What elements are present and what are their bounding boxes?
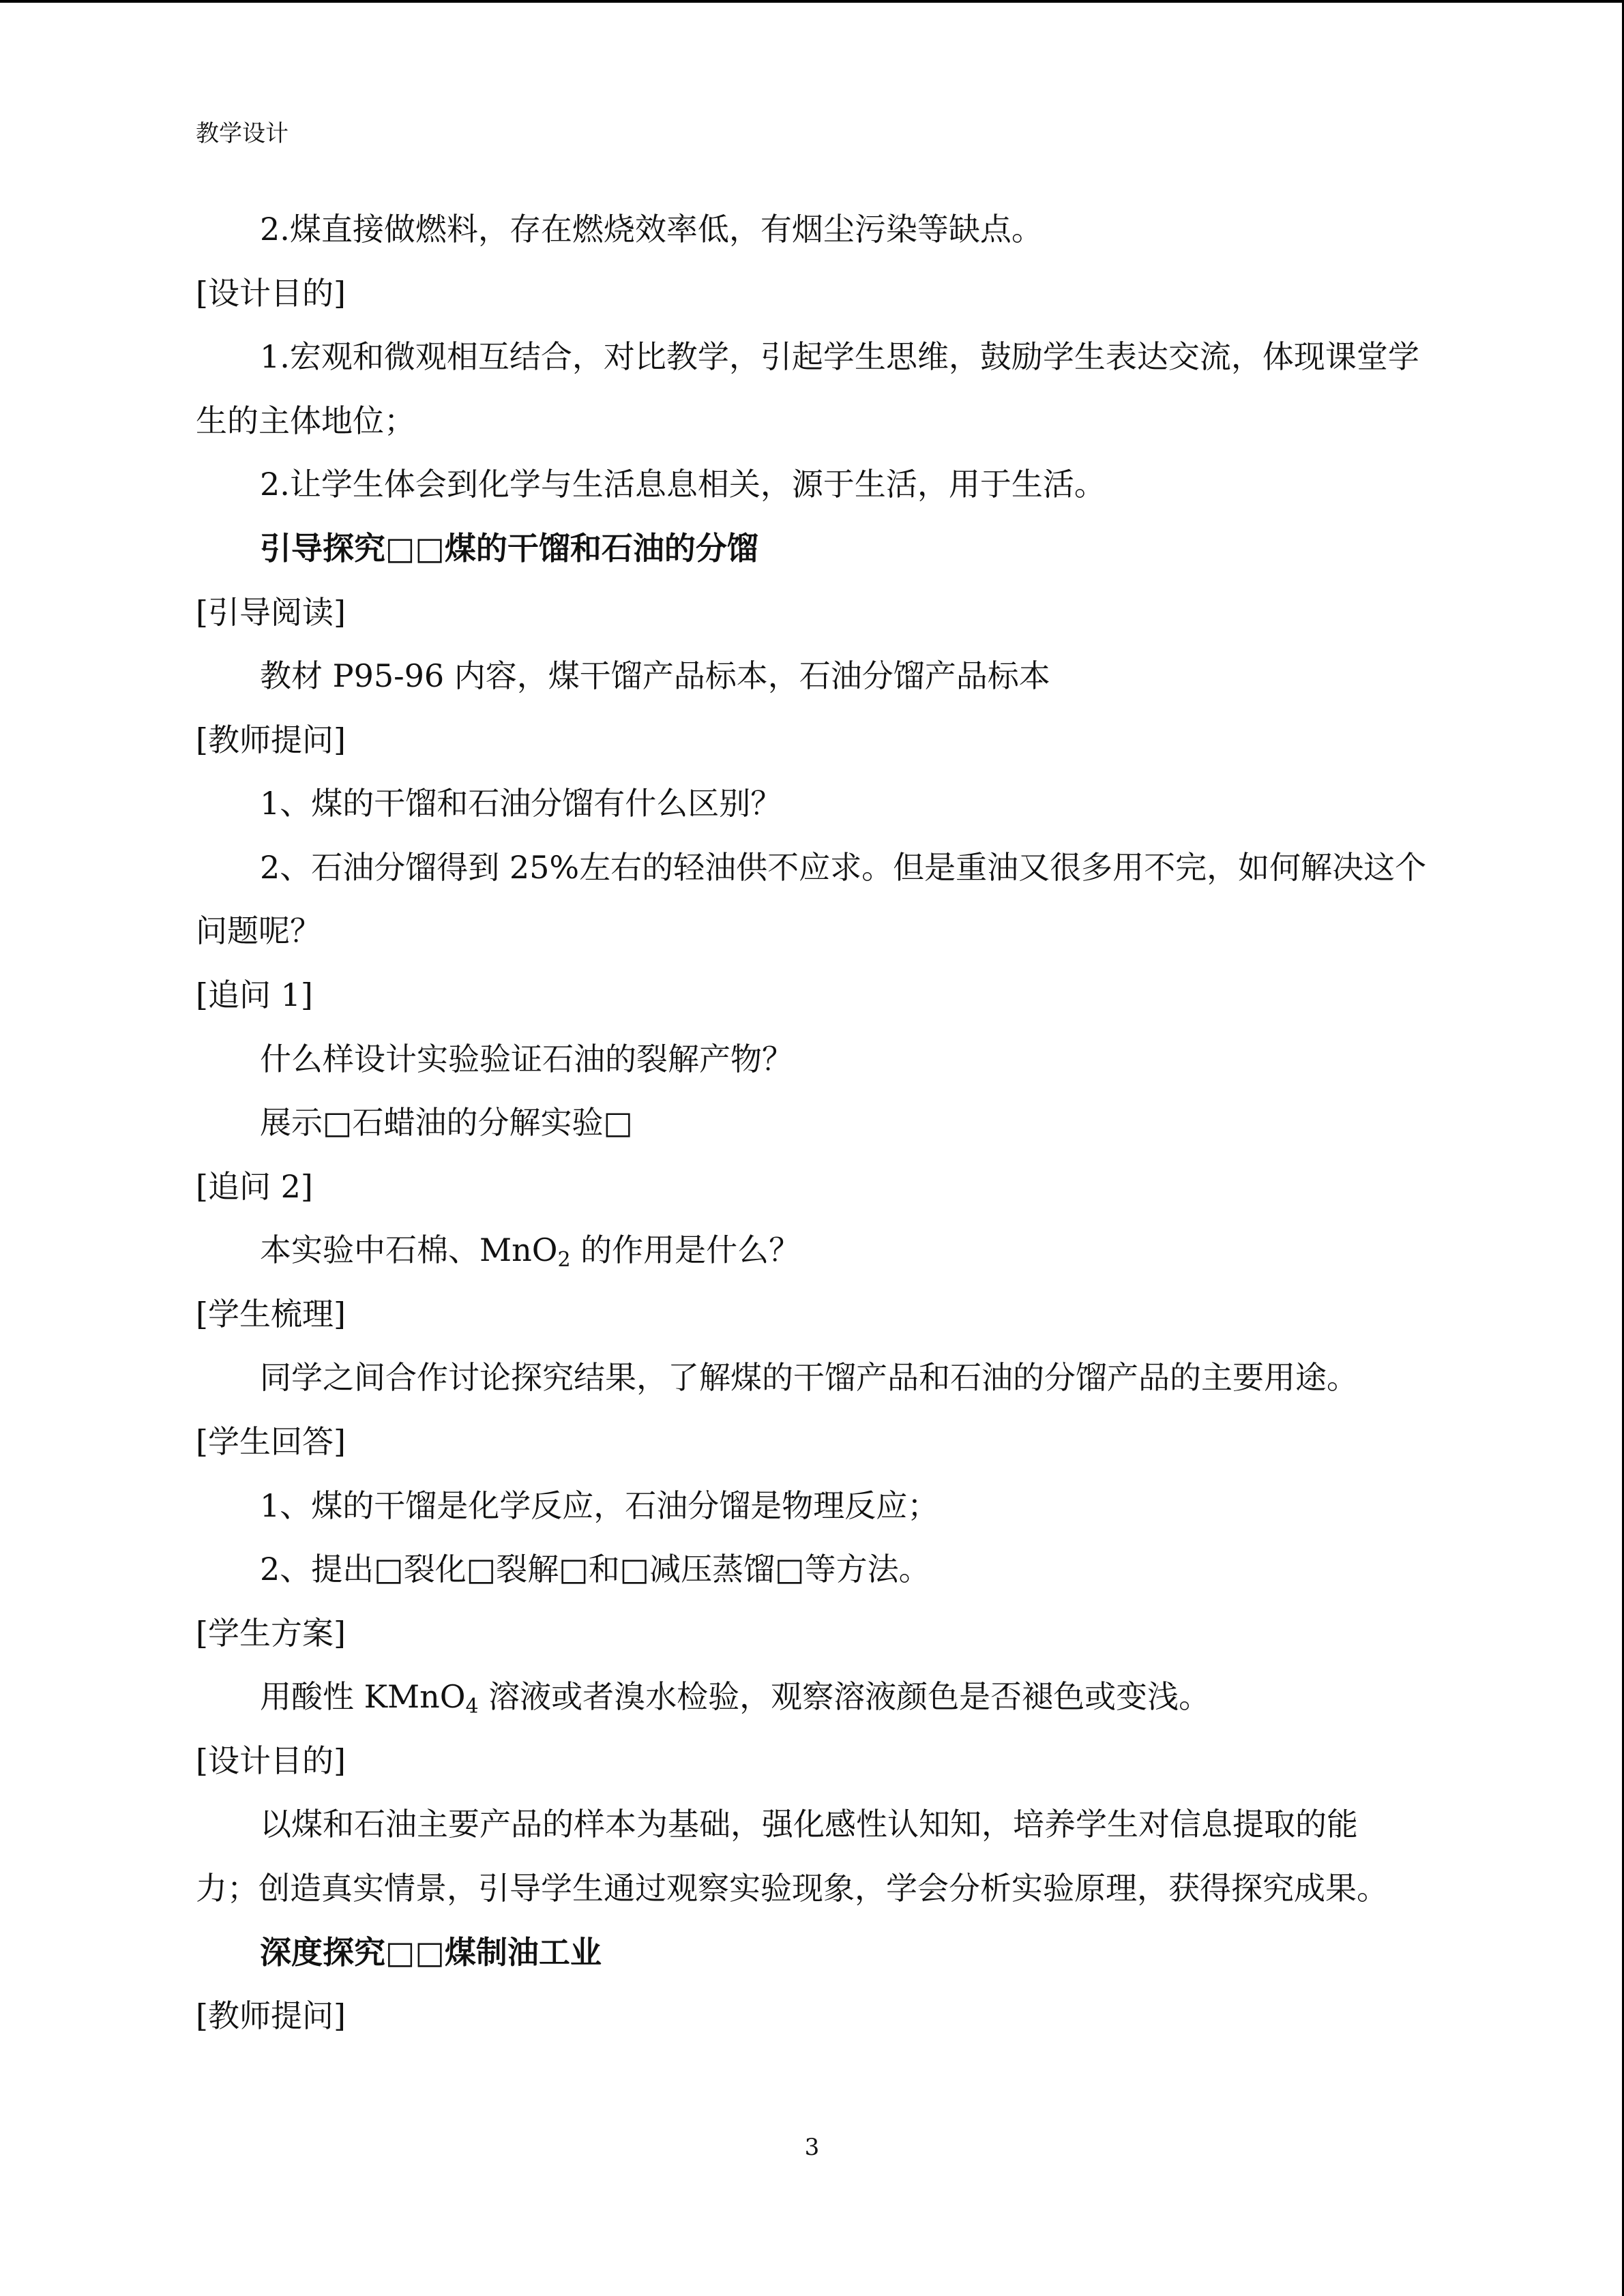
label-teacher-question-2: [教师提问]	[196, 1997, 346, 2034]
label-guided-reading: [引导阅读]	[196, 594, 346, 631]
follow-up-2-question	[260, 1228, 800, 1282]
follow-up-2-text-end: 的作用是什么？	[570, 1232, 801, 1268]
student-plan-text-start: 用酸性 KMnO	[260, 1678, 466, 1715]
label-follow-up-1: [追问 1]	[196, 976, 313, 1013]
answer-2: 2、提出□裂化□裂解□和□减压蒸馏□等方法。	[260, 1551, 930, 1587]
subscript-2: 2	[557, 1248, 571, 1272]
follow-up-1-question: 什么样设计实验验证石油的裂解产物？	[260, 1041, 793, 1077]
subscript-4: 4	[465, 1695, 479, 1718]
label-design-purpose: [设计目的]	[196, 275, 346, 312]
top-border-line	[0, 0, 1624, 3]
follow-up-2-text-start: 本实验中石棉、MnO	[260, 1232, 558, 1268]
paragraph-student-discussion: 同学之间合作讨论探究结果，了解煤的干馏产品和石油的分馏产品的主要用途。	[260, 1359, 1358, 1396]
page-header: 教学设计	[196, 120, 289, 147]
label-teacher-question: [教师提问]	[196, 721, 346, 758]
paragraph-purpose-1-cont: 生的主体地位；	[196, 402, 415, 439]
question-2: 2、石油分馏得到 25%左右的轻油供不应求。但是重油又很多用不完，如何解决这个	[260, 849, 1427, 886]
label-student-summary: [学生梳理]	[196, 1296, 346, 1332]
paragraph-purpose-1: 1.宏观和微观相互结合，对比教学，引起学生思维，鼓励学生表达交流，体现课堂学	[260, 338, 1419, 375]
question-2-cont: 问题呢？	[196, 912, 321, 949]
paragraph-student-plan	[260, 1675, 1210, 1729]
answer-1: 1、煤的干馏是化学反应，石油分馏是物理反应；	[260, 1487, 939, 1524]
paragraph-textbook-reference: 教材 P95-96 内容，煤干馏产品标本，石油分馏产品标本	[260, 657, 1050, 694]
paragraph-purpose-2: 2.让学生体会到化学与生活息息相关，源于生活，用于生活。	[260, 466, 1106, 503]
label-follow-up-2: [追问 2]	[196, 1168, 313, 1205]
paragraph-coal-fuel-drawback: 2.煤直接做燃料，存在燃烧效率低，有烟尘污染等缺点。	[260, 211, 1043, 248]
label-student-plan: [学生方案]	[196, 1615, 346, 1652]
label-design-purpose-2: [设计目的]	[196, 1742, 346, 1779]
demonstration-experiment: 展示□石蜡油的分解实验□	[260, 1104, 633, 1141]
label-student-answer: [学生回答]	[196, 1423, 346, 1460]
question-1: 1、煤的干馏和石油分馏有什么区别？	[260, 785, 782, 822]
paragraph-purpose-3: 以煤和石油主要产品的样本为基础，强化感性认知知，培养学生对信息提取的能	[260, 1806, 1358, 1843]
section-heading-deep-inquiry: 深度探究□□煤制油工业	[260, 1934, 602, 1971]
section-heading-guided-inquiry: 引导探究□□煤的干馏和石油的分馏	[260, 530, 758, 567]
student-plan-text-end: 溶液或者溴水检验，观察溶液颜色是否褪色或变浅。	[478, 1678, 1211, 1715]
page-number: 3	[804, 2134, 820, 2161]
paragraph-purpose-3-cont: 力；创造真实情景，引导学生通过观察实验现象，学会分析实验原理，获得探究成果。	[196, 1870, 1388, 1907]
